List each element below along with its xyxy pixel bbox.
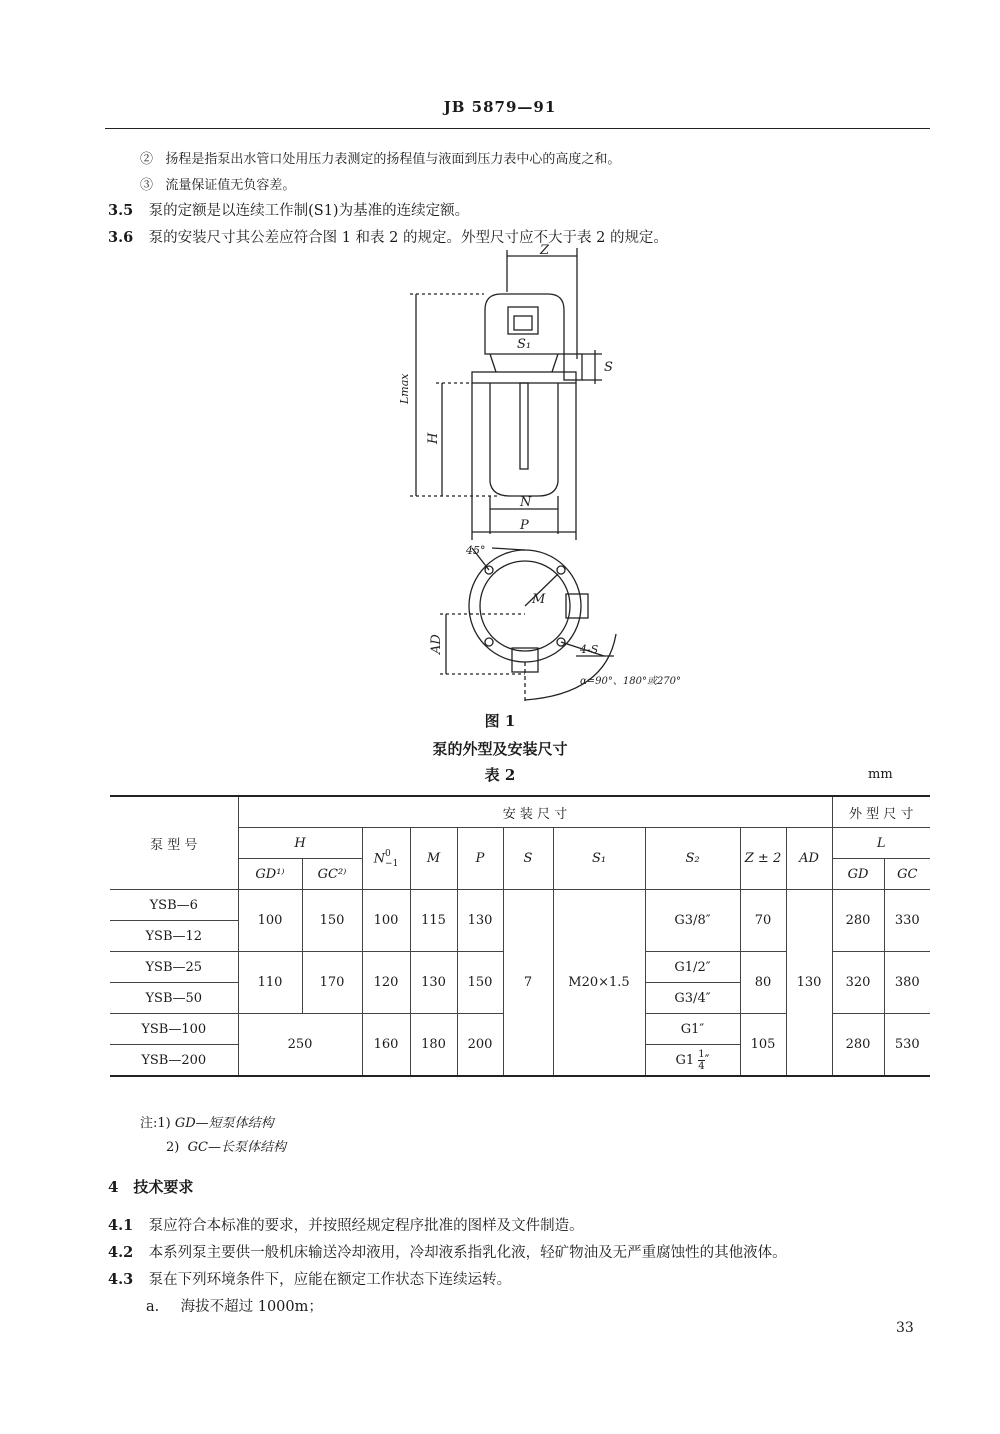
value-cell: 150: [457, 952, 503, 1014]
page-number: 33: [896, 1320, 914, 1336]
table-note-1: [140, 1112, 274, 1131]
value-cell: 170: [302, 952, 362, 1014]
clause-number: 4.3: [108, 1271, 134, 1288]
value-cell: 130: [410, 952, 457, 1014]
header-s1: S₁: [553, 828, 645, 890]
value-cell: 280: [832, 1014, 884, 1077]
value-cell: 100: [238, 890, 302, 952]
header-rule: [105, 128, 930, 129]
label-h: H: [426, 432, 441, 444]
clause-4-2: [108, 1241, 787, 1262]
value-cell-fraction: G1 $\frac{1}{4}$ ″: [645, 1045, 740, 1077]
value-cell: 130: [786, 890, 832, 1077]
note-text: 扬程是指泵出水管口处用压力表测定的扬程值与液面到压力表中心的高度之和。: [165, 152, 621, 167]
header-ad: AD: [786, 828, 832, 890]
clause-text: 泵的定额是以连续工作制(S1)为基准的连续定额。: [148, 203, 470, 219]
label-z: Z: [540, 244, 550, 258]
value-cell: 330: [884, 890, 930, 952]
figure-title: 泵的外型及安装尺寸: [432, 740, 568, 758]
label-s1: S₁: [517, 337, 532, 352]
item-a: [146, 1295, 323, 1316]
label-p: P: [520, 518, 529, 533]
header-model: 泵 型 号: [110, 796, 238, 890]
section-4-title: 4 技术要求: [108, 1178, 194, 1196]
note-marker: 2): [166, 1140, 180, 1155]
value-cell: 250: [238, 1014, 362, 1077]
value-cell: 7: [503, 890, 553, 1077]
clause-3-5: [108, 199, 469, 220]
model-cell: YSB—50: [110, 983, 238, 1014]
note-marker: ②: [140, 152, 154, 167]
clause-text: 泵应符合本标准的要求，并按照经规定程序批准的图样及文件制造。: [148, 1218, 584, 1234]
header-s: S: [503, 828, 553, 890]
note-marker: ③: [140, 178, 154, 193]
label-lmax: Lmax: [398, 373, 411, 404]
header-h-gd: GD¹⁾: [238, 859, 302, 890]
item-marker: a.: [146, 1299, 160, 1315]
clause-text: 本系列泵主要供一般机床输送冷却液用，冷却液系指乳化液，轻矿物油及无严重腐蚀性的其他液体。: [148, 1245, 787, 1261]
note-marker: 注:1): [140, 1116, 171, 1131]
header-h-gc: GC²⁾: [302, 859, 362, 890]
header-l-gd: GD: [832, 859, 884, 890]
model-cell: YSB—100: [110, 1014, 238, 1045]
clause-text: 泵的安装尺寸其公差应符合图 1 和表 2 的规定。外型尺寸应不大于表 2 的规定。: [148, 230, 668, 246]
installation-dimension-table: [110, 795, 930, 1077]
model-cell: YSB—12: [110, 921, 238, 952]
model-cell: YSB—25: [110, 952, 238, 983]
clause-number: 3.6: [108, 229, 134, 246]
clause-number: 3.5: [108, 202, 134, 219]
value-cell: M20×1.5: [553, 890, 645, 1077]
model-cell: YSB—6: [110, 890, 238, 921]
table-caption: 表 2: [484, 766, 516, 784]
header-l-gc: GC: [884, 859, 930, 890]
header-h: H: [238, 828, 362, 859]
pump-drawing: [380, 244, 720, 704]
value-cell: G1/2″: [645, 952, 740, 983]
value-cell: G3/4″: [645, 983, 740, 1014]
note-text: 流量保证值无负容差。: [165, 178, 296, 193]
header-l: L: [832, 828, 930, 859]
label-m: M: [532, 592, 546, 607]
note-3: [140, 174, 295, 193]
figure-caption: 图 1: [484, 712, 516, 730]
value-cell: 180: [410, 1014, 457, 1077]
header-m: M: [410, 828, 457, 890]
note-text: GD—短泵体结构: [174, 1116, 274, 1131]
value-cell: 120: [362, 952, 410, 1014]
label-45-degrees: 45°: [466, 544, 486, 557]
header-n: N0 −1: [362, 828, 410, 890]
value-cell: 320: [832, 952, 884, 1014]
value-cell: 200: [457, 1014, 503, 1077]
clause-text: 泵在下列环境条件下，应能在额定工作状态下连续运转。: [148, 1272, 512, 1288]
label-n: N: [520, 495, 532, 510]
clause-4-1: [108, 1214, 584, 1235]
value-cell: 530: [884, 1014, 930, 1077]
header-p: P: [457, 828, 503, 890]
value-cell: 280: [832, 890, 884, 952]
value-cell: 160: [362, 1014, 410, 1077]
note-text: GC—长泵体结构: [187, 1140, 286, 1155]
item-text: 海拔不超过 1000m；: [180, 1299, 323, 1315]
value-cell: G1″: [645, 1014, 740, 1045]
clause-4-3: [108, 1268, 511, 1289]
document-code: JB 5879—91: [443, 98, 557, 116]
value-cell: 115: [410, 890, 457, 952]
value-cell: 105: [740, 1014, 786, 1077]
header-outline: 外 型 尺 寸: [832, 796, 930, 828]
header-z: Z ± 2: [740, 828, 786, 890]
header-install: 安 装 尺 寸: [238, 796, 832, 828]
clause-number: 4.1: [108, 1217, 134, 1234]
label-4-s: 4-S: [580, 643, 599, 656]
note-2: [140, 148, 620, 167]
label-s: S: [604, 360, 613, 375]
label-ad: AD: [429, 634, 444, 654]
value-cell: 110: [238, 952, 302, 1014]
value-cell: 130: [457, 890, 503, 952]
clause-number: 4.2: [108, 1244, 134, 1261]
value-cell: 80: [740, 952, 786, 1014]
label-alpha-note: α=90°、180°或270°: [580, 676, 682, 687]
header-s2: S₂: [645, 828, 740, 890]
value-cell: G3/8″: [645, 890, 740, 952]
model-cell: YSB—200: [110, 1045, 238, 1077]
value-cell: 150: [302, 890, 362, 952]
value-cell: 100: [362, 890, 410, 952]
table-note-2: [166, 1136, 286, 1155]
value-cell: 380: [884, 952, 930, 1014]
value-cell: 70: [740, 890, 786, 952]
table-unit: mm: [868, 767, 893, 782]
